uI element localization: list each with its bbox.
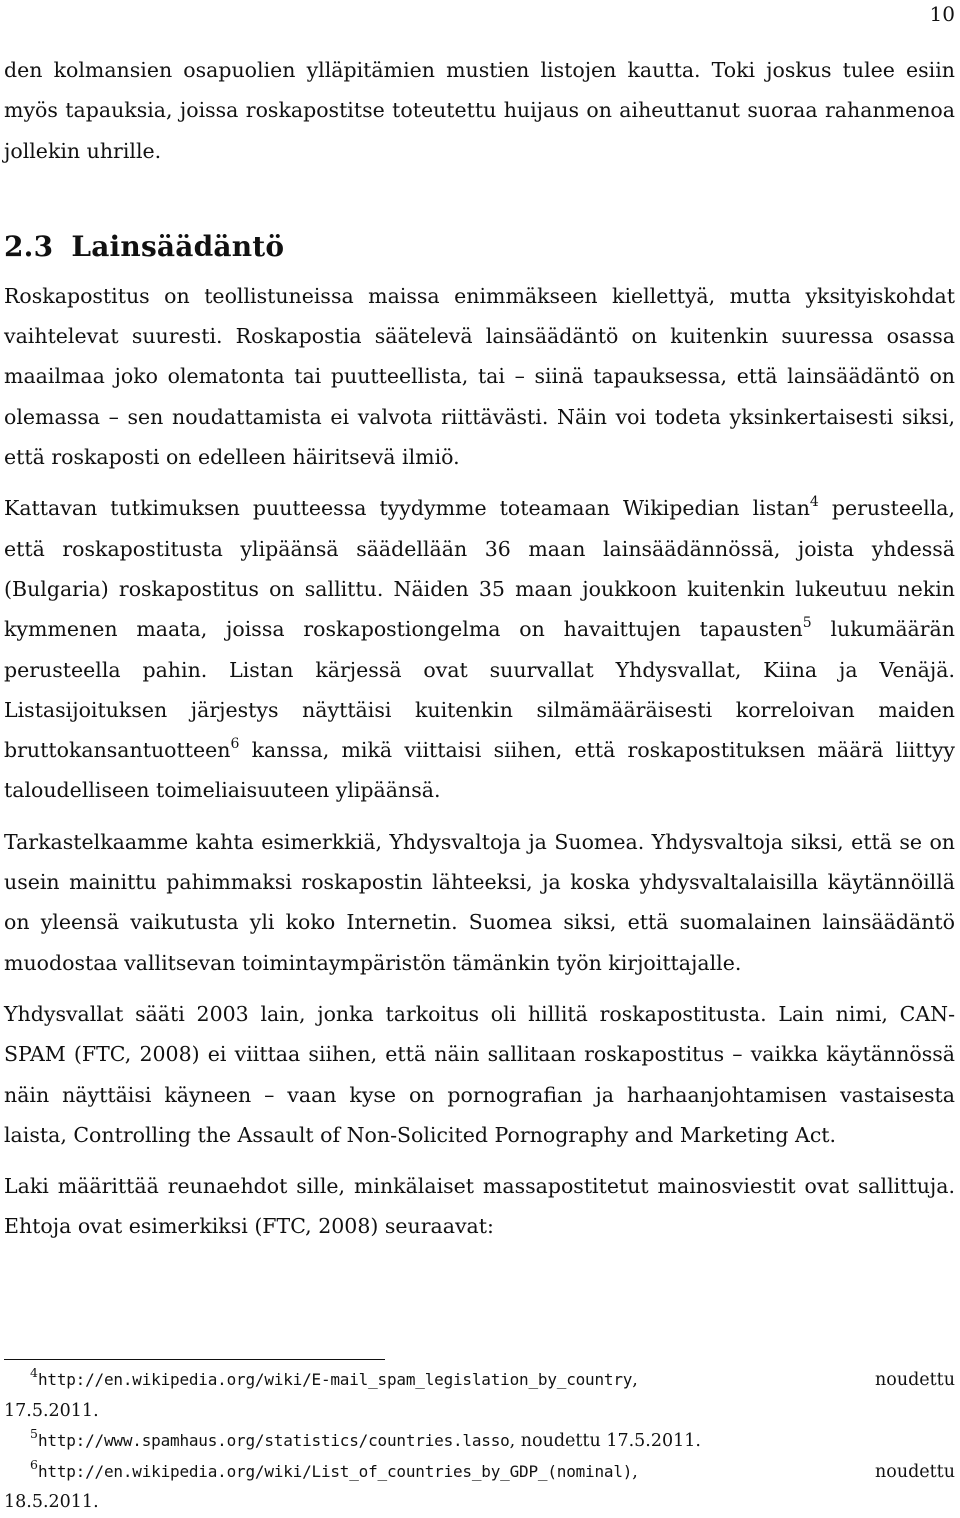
footnote-link[interactable]: http://en.wikipedia.org/wiki/E-mail_spam_legislation_by_country	[37, 1370, 633, 1389]
footnote-4: $^4$http://en.wikipedia.org/wiki/E-mail_spam_legislation_by_country, noudettu 17.5.2011.	[4, 1365, 955, 1426]
footnote-5: $^5$http://www.spamhaus.org/statistics/countries.lasso, noudettu 17.5.2011.	[30, 1426, 701, 1451]
footnote-mark: 6	[30, 1456, 38, 1472]
footnote-6: $^6$http://en.wikipedia.org/wiki/List_of_countries_by_GDP_(nominal), noudettu 18.5.2011.	[4, 1457, 955, 1518]
paragraph-text: perusteella, että roskapostitusta ylipäänsä säädellään 36 maan lainsäädännössä, joista yhdessä (Bulgaria) roskapostitus on sallittu. Näiden 35 maan joukkoon kuitenkin lukeutuu nekin kymmenen maata, joissa roskapostiongelma on havaittujen tapausten	[4, 496, 956, 642]
footnote-ref-4[interactable]: 4	[809, 494, 819, 511]
section-title: Lainsäädäntö	[71, 229, 285, 263]
paragraph-continuation: den kolmansien osapuolien ylläpitämien mustien listojen kautta. Toki joskus tulee esiin myös tapauksia, joissa roskapostitse toteutettu huijaus on aiheuttanut suoraa rahanmenoa jollekin uhrille.	[4, 58, 955, 163]
section-heading	[4, 229, 955, 265]
footnote-link[interactable]: http://www.spamhaus.org/statistics/countries.lasso	[37, 1431, 510, 1450]
paragraph-section-intro: Roskapostitus on teollistuneissa maissa enimmäkseen kiellettyä, mutta yksityiskohdat vaihtelevat suuresti. Roskapostia säätelevä lainsäädäntö on kuitenkin suuressa osassa maailmaa joko olematonta tai puutteellista, tai – siinä tapauksessa, että lainsäädäntö on olemassa – sen noudattamista ei valvota riittävästi. Näin voi todeta yksinkertaisesti siksi, että roskaposti on edelleen häiritsevä ilmiö.	[4, 283, 955, 470]
footnote-ref-6[interactable]: 6	[230, 736, 240, 753]
footnote-link[interactable]: http://en.wikipedia.org/wiki/List_of_countries_by_GDP_(nominal)	[37, 1461, 633, 1481]
footnote-retrieved: noudettu	[875, 1370, 955, 1390]
section-number: 2.3	[4, 229, 54, 263]
page-content	[4, 50, 955, 1247]
footnote-mark: 4	[30, 1365, 38, 1380]
footnotes	[4, 1365, 955, 1518]
paragraph-can-spam: Yhdysvallat sääti 2003 lain, jonka tarkoitus oli hillitä roskapostitusta. Lain nimi, CAN-SPAM (FTC, 2008) ei viittaa siihen, että näin sallitaan roskapostitus – vaikka käytännössä näin näyttäisi käyneen – vaan kyse on pornografian ja harhaanjohtamisen vastaisesta laista, Controlling the Assault of Non-Solicited Pornography and Marketing Act.	[4, 1001, 955, 1147]
document-page	[4, 0, 955, 1515]
paragraph-text: lukumäärän perusteella pahin. Listan kärjessä ovat suurvallat Yhdysvallat, Kiina ja Venäjä. Listasijoituksen järjestys näyttäisi kuitenkin silmämääräisesti korreloivan maiden bruttokansantuotteen	[4, 617, 955, 763]
footnote-retrieved: noudettu	[520, 1431, 601, 1451]
footnote-date: 18.5.2011.	[4, 1492, 99, 1512]
footnote-date: 17.5.2011.	[606, 1431, 701, 1451]
footnote-ref-5[interactable]: 5	[802, 615, 812, 632]
paragraph-wikipedia-list	[4, 488, 955, 810]
paragraph-text: kanssa, mikä viittaisi siihen, että roskapostituksen määrä liittyy taloudelliseen toimeliaisuuteen ylipäänsä.	[4, 738, 955, 803]
paragraph-text: Kattavan tutkimuksen puutteessa tyydymme toteamaan Wikipedian listan	[4, 496, 810, 521]
paragraph-conditions: Laki määrittää reunaehdot sille, minkälaiset massapostitetut mainosviestit ovat sallittuja. Ehtoja ovat esimerkiksi (FTC, 2008) seuraavat:	[4, 1174, 955, 1239]
footnote-retrieved: noudettu	[875, 1461, 955, 1482]
footnote-date: 17.5.2011.	[4, 1400, 99, 1421]
footnote-mark: 5	[30, 1426, 38, 1441]
footnote-divider	[4, 1359, 385, 1360]
paragraph-examples: Tarkastelkaamme kahta esimerkkiä, Yhdysvaltoja ja Suomea. Yhdysvaltoja siksi, että se on usein mainittu pahimmaksi roskapostin lähteeksi, ja koska yhdysvaltalaisilla käytännöillä on yleensä vaikutusta yli koko Internetin. Suomea siksi, että suomalainen lainsäädäntö muodostaa vallitsevan toimintaympäristön tämänkin työn kirjoittajalle.	[4, 829, 955, 975]
page-number: 10	[929, 2, 955, 26]
